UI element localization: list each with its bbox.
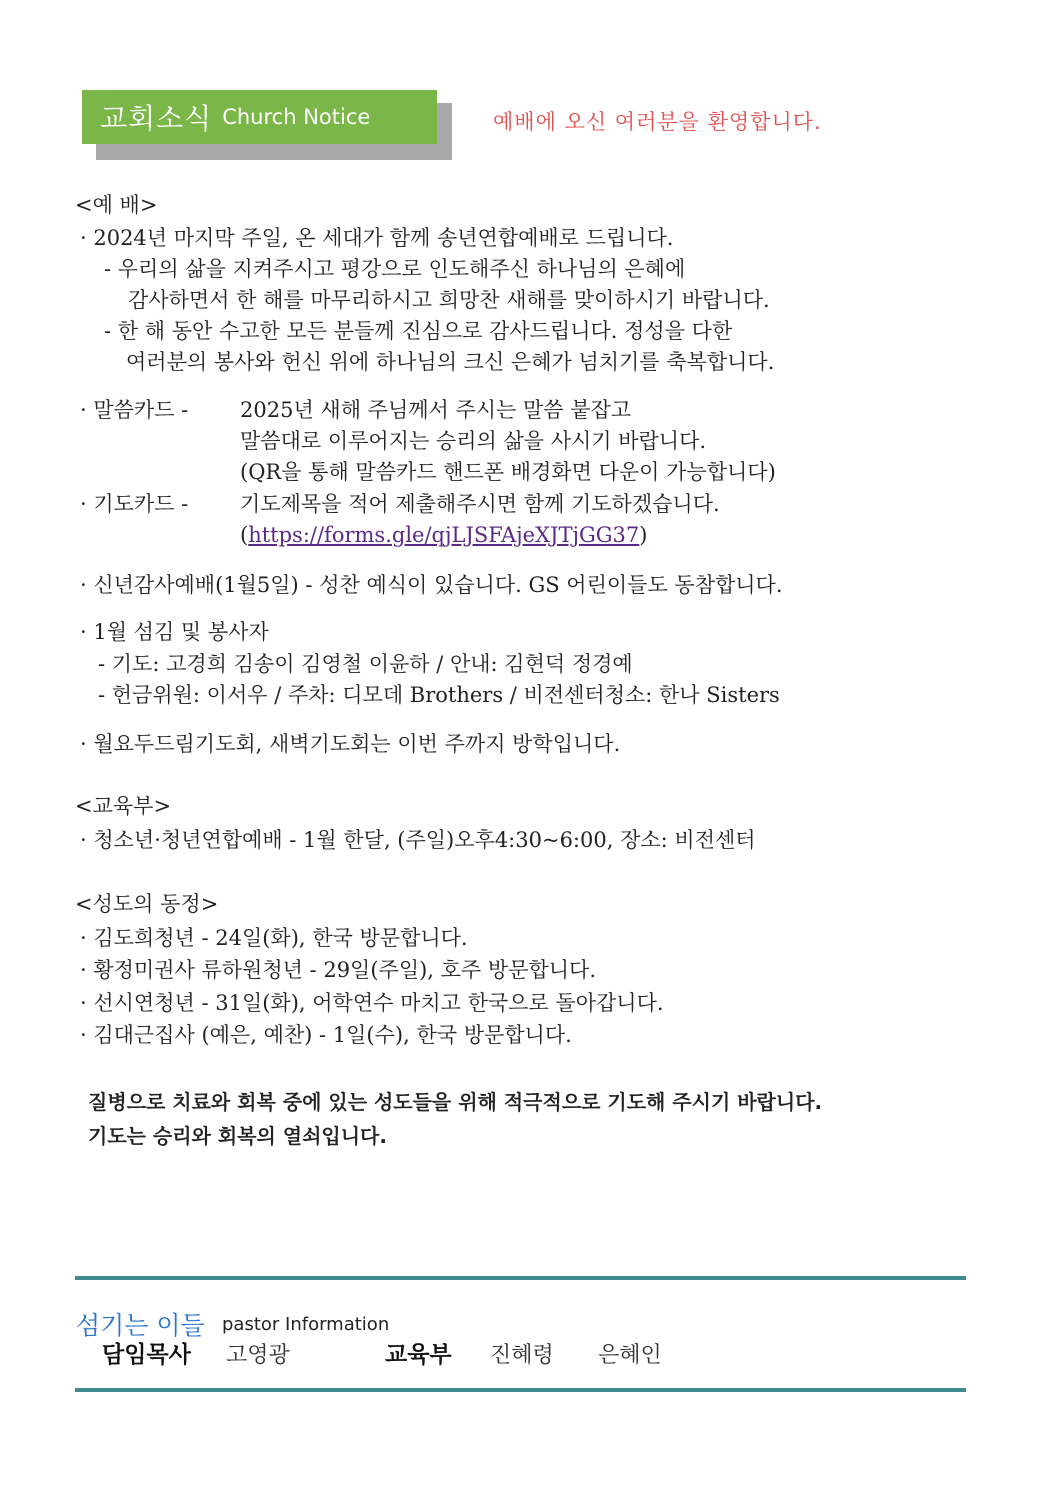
prayer-request-line-1: 질병으로 치료와 회복 중에 있는 성도들을 위해 적극적으로 기도해 주시기 바랍니다.: [88, 1090, 823, 1114]
members-line-1: · 김도희청년 - 24일(화), 한국 방문합니다.: [80, 926, 468, 950]
education-staff-1: 진혜령: [490, 1343, 554, 1368]
members-line-3: · 선시연청년 - 31일(화), 어학연수 마치고 한국으로 돌아갑니다.: [80, 991, 664, 1015]
header-title-ko: 교회소식: [100, 102, 213, 135]
senior-pastor-role: 담임목사: [102, 1342, 191, 1368]
welcome-message: 예배에 오신 여러분을 환영합니다.: [493, 110, 822, 134]
link-open-paren: (: [240, 523, 249, 547]
prayer-card-line: 기도제목을 적어 제출해주시면 함께 기도하겠습니다.: [240, 492, 720, 516]
prayer-card-label: · 기도카드 -: [80, 492, 189, 516]
worship-line-4: - 한 해 동안 수고한 모든 분들께 진심으로 감사드립니다. 정성을 다한: [104, 319, 733, 343]
word-card-label: · 말씀카드 -: [80, 398, 189, 422]
worship-line-2: - 우리의 삶을 지켜주시고 평강으로 인도해주신 하나님의 은혜에: [104, 257, 686, 281]
members-heading: <성도의 동정>: [75, 892, 219, 916]
members-line-2: · 황정미권사 류하원청년 - 29일(주일), 호주 방문합니다.: [80, 958, 596, 982]
prayer-card-link-wrap: [240, 520, 647, 550]
worship-line-5: 여러분의 봉사와 헌신 위에 하나님의 크신 은혜가 넘치기를 축복합니다.: [126, 350, 775, 374]
footer-title-ko: 섬기는 이들: [76, 1311, 205, 1340]
education-heading: <교육부>: [75, 794, 172, 818]
worship-line-1: · 2024년 마지막 주일, 온 세대가 함께 송년연합예배로 드립니다.: [80, 226, 674, 250]
january-volunteers-line-1: - 기도: 고경희 김송이 김영철 이윤하 / 안내: 김현덕 정경예: [98, 652, 633, 676]
new-year-service: · 신년감사예배(1월5일) - 성찬 예식이 있습니다. GS 어린이들도 동참합니다.: [80, 573, 783, 597]
header-title-en: Church Notice: [222, 105, 371, 129]
worship-heading: <예 배>: [75, 193, 158, 217]
vacation-notice: · 월요두드림기도회, 새벽기도회는 이번 주까지 방학입니다.: [80, 732, 621, 756]
notice-header: [82, 90, 437, 144]
word-card-line-3: (QR을 통해 말씀카드 핸드폰 배경화면 다운이 가능합니다): [240, 460, 776, 484]
members-line-4: · 김대근집사 (예은, 예찬) - 1일(수), 한국 방문합니다.: [80, 1023, 572, 1047]
prayer-form-link[interactable]: https://forms.gle/qjLJSFAjeXJTjGG37: [248, 523, 640, 547]
senior-pastor-name: 고영광: [226, 1343, 290, 1368]
word-card-line-2: 말씀대로 이루어지는 승리의 삶을 사시기 바랍니다.: [240, 429, 707, 453]
january-volunteers-title: · 1월 섬김 및 봉사자: [80, 620, 269, 644]
footer-bottom-rule: [75, 1388, 966, 1392]
education-line: · 청소년·청년연합예배 - 1월 한달, (주일)오후4:30~6:00, 장소: 비전센터: [80, 828, 756, 852]
worship-line-3: 감사하면서 한 해를 마무리하시고 희망찬 새해를 맞이하시기 바랍니다.: [128, 288, 770, 312]
footer-title-en: pastor Information: [222, 1314, 390, 1335]
january-volunteers-line-2: - 헌금위원: 이서우 / 주차: 디모데 Brothers / 비전센터청소: 한나 Sisters: [98, 683, 780, 707]
education-staff-2: 은혜인: [598, 1343, 662, 1368]
link-close-paren: ): [639, 523, 648, 547]
footer-top-rule: [75, 1276, 966, 1280]
word-card-line-1: 2025년 새해 주님께서 주시는 말씀 붙잡고: [240, 398, 632, 422]
education-role: 교육부: [385, 1342, 452, 1368]
prayer-request-line-2: 기도는 승리와 회복의 열쇠입니다.: [88, 1124, 387, 1148]
